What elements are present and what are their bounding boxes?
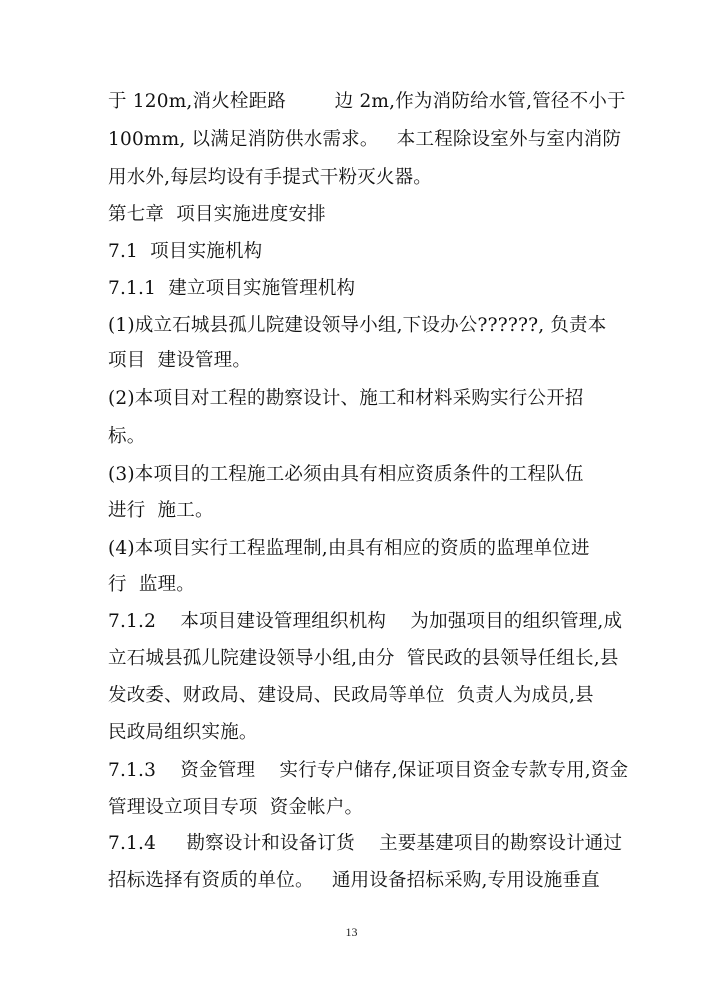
text-line-1: 于 120m,消火栓距路 边 2m,作为消防给水管,管径不小于	[108, 91, 626, 112]
text-line-22: 招标选择有资质的单位。 通用设备招标采购,专用设施垂直	[108, 870, 600, 891]
text-line-7: (1)成立石城县孤儿院建设领导小组,下设办公??????, 负责本	[108, 315, 607, 336]
text-line-9: (2)本项目对工程的勘察设计、施工和材料采购实行公开招	[108, 388, 584, 409]
subsection-heading: 7.1.1 建立项目实施管理机构	[108, 278, 356, 299]
text-line-8: 项目 建设管理。	[108, 350, 252, 371]
text-line-10: 标。	[108, 426, 146, 447]
text-line-13: (4)本项目实行工程监理制,由具有相应的资质的监理单位进	[108, 538, 590, 559]
section-heading: 7.1 项目实施机构	[108, 241, 263, 262]
text-line-17: 发改委、财政局、建设局、民政局等单位 负责人为成员,县	[108, 685, 594, 706]
text-line-19: 7.1.3 资金管理 实行专户储存,保证项目资金专款专用,资金	[108, 760, 629, 781]
text-line-11: (3)本项目的工程施工必须由具有相应资质条件的工程队伍	[108, 464, 584, 485]
text-line-20: 管理设立项目专项 资金帐户。	[108, 797, 364, 818]
page-number: 13	[345, 925, 358, 939]
text-line-16: 立石城县孤儿院建设领导小组,由分 管民政的县领导任组长,县	[108, 648, 619, 669]
text-line-18: 民政局组织实施。	[108, 722, 258, 743]
text-line-15: 7.1.2 本项目建设管理组织机构 为加强项目的组织管理,成	[108, 611, 623, 632]
text-line-2: 100mm, 以满足消防供水需求。 本工程除设室外与室内消防	[108, 129, 622, 150]
text-line-21: 7.1.4 勘察设计和设备订货 主要基建项目的勘察设计通过	[108, 833, 623, 854]
text-line-3: 用水外,每层均设有手提式干粉灭火器。	[108, 167, 432, 188]
text-line-12: 进行 施工。	[108, 500, 214, 521]
chapter-heading: 第七章 项目实施进度安排	[108, 204, 326, 225]
text-line-14: 行 监理。	[108, 574, 195, 595]
